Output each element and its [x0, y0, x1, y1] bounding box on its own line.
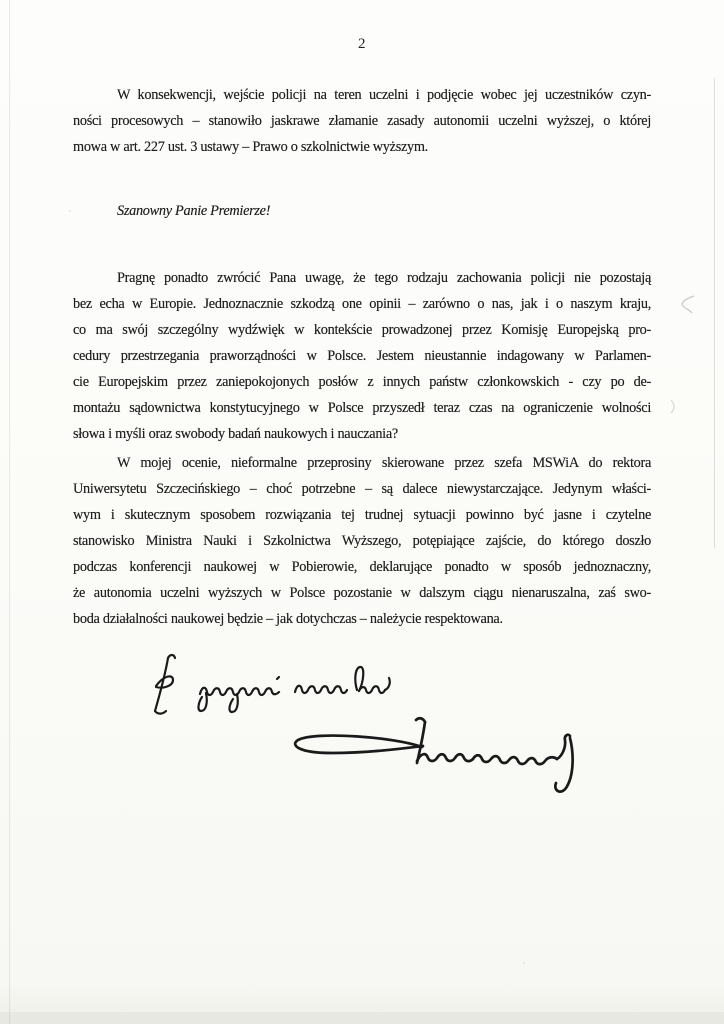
scan-speck	[523, 962, 525, 964]
text-line: Uniwersytetu Szczecińskiego – choć potrzebne – są dalece niewystarczające. Jedynym właści-	[73, 481, 651, 497]
text-line: stanowisko Ministra Nauki i Szkolnictwa Wyższego, potępiające zajście, do którego doszło	[73, 533, 651, 549]
salutation-line	[73, 198, 651, 224]
text-line: montażu sądownictwa konstytucyjnego w Polsce przyszedł teraz czas na ograniczenie wolności	[73, 400, 651, 416]
handwritten-closing	[140, 648, 600, 818]
text-line: W konsekwencji, wejście policji na teren uczelni i podjęcie wobec jej uczestników czyn-	[117, 87, 651, 103]
text-line: Szanowny Panie Premierze!	[117, 203, 271, 219]
text-line: bez echa w Europie. Jednoznacznie szkodzą one opinii – zarówno o nas, jak i o naszym kraju,	[73, 296, 651, 312]
text-line: że autonomia uczelni wyższych w Polsce pozostanie w dalszym ciągu nienaruszalna, zaś swo-	[73, 585, 651, 601]
text-line: podczas konferencji naukowej w Pobierowie, deklarujące ponadto w sposób jednoznaczny,	[73, 559, 651, 575]
closing-block	[140, 648, 651, 818]
text-line: wym i skutecznym sposobem rozwiązania tej trudnej sytuacji powinno być jasne i czytelne	[73, 507, 651, 523]
text-line: cedury przestrzegania praworządności w Polsce. Jestem nieustannie indagowany w Parlamen-	[73, 348, 651, 364]
body-paragraph	[73, 265, 651, 447]
valediction-script	[155, 655, 390, 714]
signature-scribble	[295, 718, 572, 791]
text-line: słowa i myśli oraz swobody badań naukowych i nauczania?	[73, 426, 398, 442]
text-line: mowa w art. 227 ust. 3 ustawy – Prawo o szkolnictwie wyższym.	[73, 139, 428, 155]
text-line: cie Europejskim przez zaniepokojonych posłów z innych państw członkowskich - czy po de-	[73, 374, 651, 390]
text-line: co ma swój szczególny wydźwięk w kontekście prowadzonej przez Komisję Europejską pro-	[73, 322, 651, 338]
text-line: Pragnę ponadto zwrócić Pana uwagę, że tego rodzaju zachowania policji nie pozostają	[117, 270, 651, 286]
page-number: 2	[358, 36, 366, 52]
text-line: ności procesowych – stanowiło jaskrawe złamanie zasady autonomii uczelni wyższej, o której	[73, 113, 651, 129]
body-paragraph	[73, 82, 651, 160]
letter-body	[73, 82, 651, 632]
scan-bottom-shadow	[0, 1012, 724, 1024]
text-line: W mojej ocenie, nieformalne przeprosiny skierowane przez szefa MSWiA do rektora	[117, 455, 651, 471]
body-paragraph	[73, 450, 651, 632]
text-line: boda działalności naukowej będzie – jak dotychczas – należycie respektowana.	[73, 611, 503, 627]
